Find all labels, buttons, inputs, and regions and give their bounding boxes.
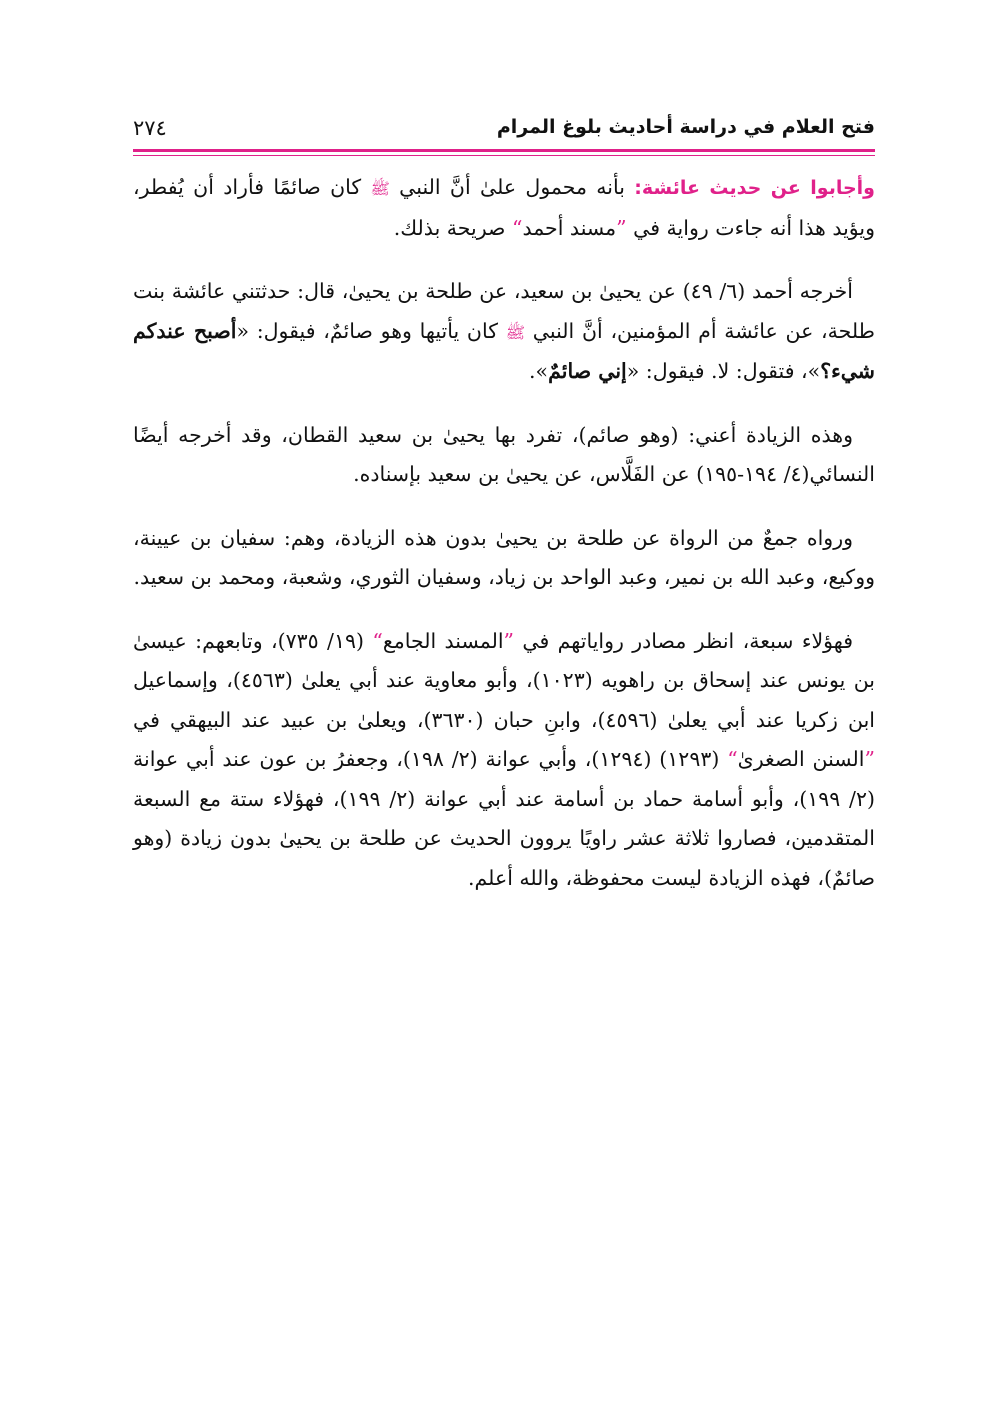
quote-open: ” bbox=[864, 747, 875, 771]
header-rule-thin bbox=[133, 155, 875, 156]
running-title: فتح العلام في دراسة أحاديث بلوغ المرام bbox=[496, 116, 875, 138]
honorific-glyph: ﷺ bbox=[505, 322, 526, 342]
p5-text-3: (١٢٩٣) (١٢٩٤)، وأبي عوانة (٢/ ١٩٨)، وجعفرُ بن عون عند أبي عوانة (٢/ ١٩٩)، وأبو أسامة حماد بن أسامة عند أبي عوانة (٢/ ١٩٩)، فهؤلاء ستة مع السبعة المتقدمين، فصاروا ثلاثة عشر راويًا يروون الحديث عن طلحة بن يحيىٰ بدون زيادة (وهو صائمٌ)، فهذه الزيادة ليست محفوظة، والله أعلم. bbox=[133, 747, 875, 890]
source-title: السنن الصغرىٰ bbox=[737, 747, 865, 771]
honorific-glyph: ﷺ bbox=[370, 179, 390, 198]
paragraph-2 bbox=[133, 272, 875, 392]
paragraph-3: وهذه الزيادة أعني: (وهو صائم)، تفرد بها يحيىٰ بن سعيد القطان، وقد أخرجه أيضًا النسائي(٤/ ١٩٤-١٩٥) عن الفَلَّاس، عن يحيىٰ بن سعيد بإسناده. bbox=[133, 422, 875, 486]
source-title: المسند الجامع bbox=[382, 628, 504, 653]
quote-open: ” bbox=[503, 628, 515, 653]
p1-text-3: صريحة بذلك. bbox=[393, 215, 512, 240]
p2-text-1: أخرجه أحمد (٦/ ٤٩) عن يحيىٰ بن سعيد، عن طلحة بن يحيىٰ، قال: حدثتني عائشة بنت طلحة، عن عائشة أم المؤمنين، أنَّ النبي bbox=[133, 279, 875, 343]
quote-close: “ bbox=[511, 215, 523, 240]
quote-open: ” bbox=[616, 215, 627, 240]
body-text bbox=[133, 168, 875, 922]
p1-text-2: كان صائمًا فأراد أن يُفطر، ويؤيد هذا أنه جاءت رواية في bbox=[133, 175, 875, 240]
quote-close: “ bbox=[372, 628, 383, 653]
section-lead: وأجابوا عن حديث عائشة: bbox=[634, 177, 875, 199]
paragraph-1 bbox=[133, 168, 875, 248]
header-rule-thick bbox=[133, 149, 875, 152]
p2-text-2: كان يأتيها وهو صائمٌ، فيقول: « bbox=[236, 318, 506, 343]
paragraph-4: ورواه جمعٌ من الرواة عن طلحة بن يحيىٰ بدون هذه الزيادة، وهم: سفيان بن عيينة، ووكيع، وعبد الله بن نمير، وعبد الواحد بن زياد، وسفيان الثوري، وشعبة، ومحمد بن سعيد. bbox=[133, 525, 875, 589]
quote-close: “ bbox=[727, 747, 738, 771]
p1-text-1: بأنه محمول علىٰ أنَّ النبي bbox=[389, 175, 635, 199]
hadith-text-2: إني صائمٌ bbox=[548, 359, 627, 383]
p2-text-3: »، فتقول: لا. فيقول: « bbox=[626, 359, 821, 383]
page-header bbox=[133, 116, 875, 146]
hadith-text-1: أصبح عندكم شيء؟ bbox=[133, 318, 875, 383]
source-title: مسند أحمد bbox=[522, 215, 617, 240]
p5-text-2: (١٩/ ٧٣٥)، وتابعهم: عيسىٰ بن يونس عند إسحاق بن راهويه (١٠٢٣)، وأبو معاوية عند أبي يعلىٰ (٤٥٦٣)، وإسماعيل ابن زكريا عند أبي يعلىٰ (٤٥٩٦)، وابنِ حبان (٣٦٣٠)، ويعلىٰ بن عبيد عند البيهقي في bbox=[133, 628, 876, 732]
paragraph-5 bbox=[133, 622, 875, 899]
p5-text-1: فهؤلاء سبعة، انظر مصادر رواياتهم في bbox=[514, 628, 853, 653]
p2-text-4: ». bbox=[529, 359, 549, 383]
page-number: ٢٧٤ bbox=[133, 116, 167, 140]
